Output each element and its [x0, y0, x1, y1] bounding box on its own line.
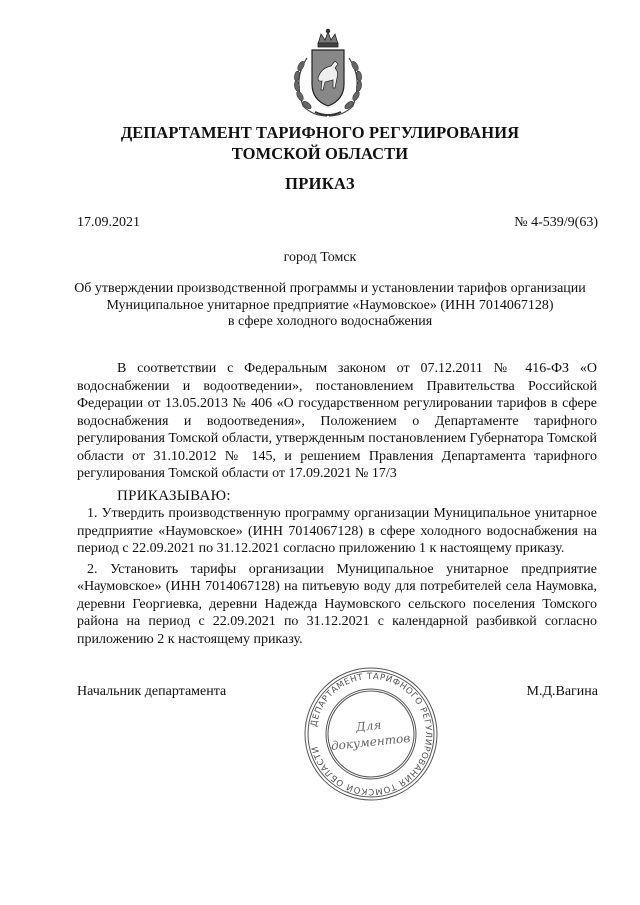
order-subject — [60, 281, 600, 331]
department-title — [0, 122, 640, 164]
signer-name: М.Д.Вагина — [526, 684, 598, 699]
order-items-list — [77, 505, 597, 648]
coat-of-arms-emblem — [285, 28, 371, 120]
orders-heading: ПРИКАЗЫВАЮ: — [117, 488, 231, 504]
department-title-line2: ТОМСКОЙ ОБЛАСТИ — [231, 144, 409, 163]
preamble-text: В соответствии с Федеральным законом от 07.12.2011 № 416-ФЗ «О водоснабжении и водоотведении», постановлением Правительства Российской Федерации от 13.05.2013 № 406 «О государственном регулировании тарифов в сфере водоснабжения и водоотведения», Положением о Департаменте тарифного регулирования Томской области, утвержденным постановлением Губернатора Томской области от 31.10.2012 № 145, и решением Правления Департамента тарифного регулирования Томской области от 17.09.2021 № 17/3 — [77, 361, 597, 481]
stamp-center-line2: документов — [330, 730, 411, 754]
official-stamp — [301, 664, 441, 804]
signer-role: Начальник департамента — [77, 684, 227, 699]
subject-line1: Об утверждении производственной программы и установлении тарифов организации — [74, 281, 586, 296]
stamp-center-line1: Для — [355, 717, 382, 735]
order-city: город Томск — [283, 250, 357, 265]
stamp-ring-text: ДЕПАРТАМЕНТ ТАРИФНОГО РЕГУЛИРОВАНИЯ ТОМСКОЙ ОБЛАСТИ — [309, 671, 434, 797]
preamble-paragraph — [77, 360, 597, 483]
subject-line2: Муниципальное унитарное предприятие «Наумовское» (ИНН 7014067128) — [106, 297, 554, 313]
order-date: 17.09.2021 — [77, 215, 140, 230]
order-item: 2. Установить тарифы организации Муниципальное унитарное предприятие «Наумовское» (ИНН 7014067128) на питьевую воду для потребителей села Наумовка, деревни Георгиевка, деревни Надежда Наумовского сельского поселения Томского района на период с 22.09.2021 по 31.12.2021 с календарной разбивкой согласно приложению 2 к настоящему приказу. — [77, 561, 597, 647]
order-item: 1. Утвердить производственную программу организации Муниципальное унитарное предприятие «Наумовское» (ИНН 7014067128) в сфере холодного водоснабжения на период с 22.09.2021 по 31.12.2021 согласно приложению 1 к настоящему приказу. — [77, 506, 597, 556]
order-title: ПРИКАЗ — [285, 174, 355, 193]
department-title-line1: ДЕПАРТАМЕНТ ТАРИФНОГО РЕГУЛИРОВАНИЯ — [120, 123, 520, 142]
subject-line3: в сфере холодного водоснабжения — [227, 314, 433, 329]
order-number: № 4-539/9(63) — [514, 215, 598, 230]
